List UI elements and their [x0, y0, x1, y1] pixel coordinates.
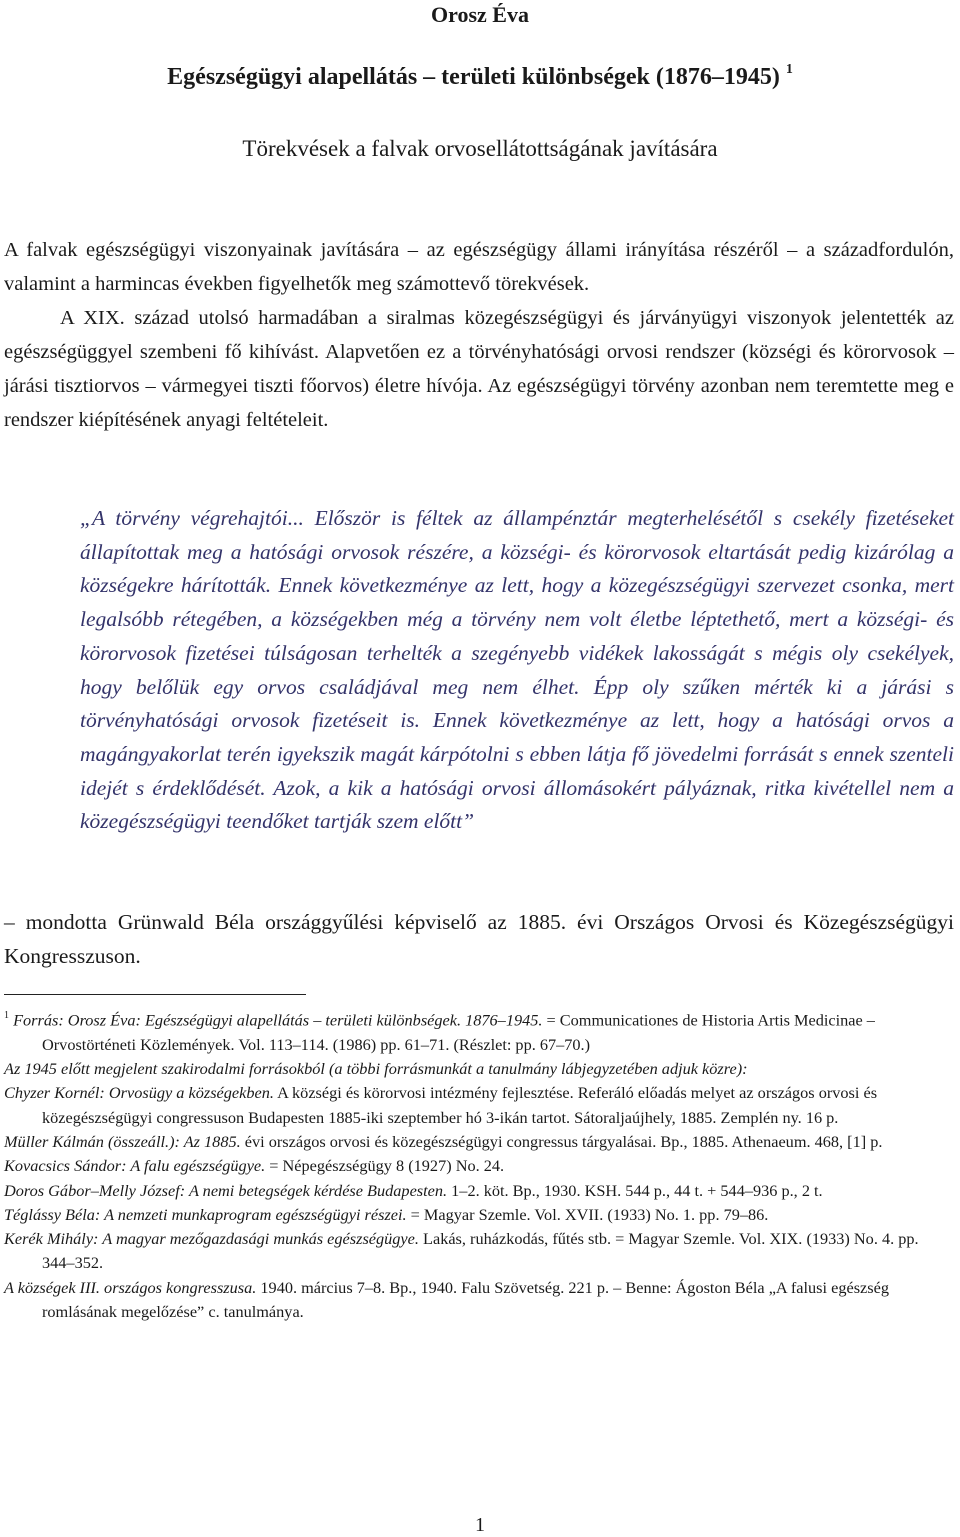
reference-item	[4, 1276, 954, 1325]
reference-item	[4, 1179, 954, 1203]
reference-item	[4, 1081, 954, 1130]
reference-label: Doros Gábor–Melly József: A nemi betegségek kérdése Budapesten.	[4, 1180, 448, 1200]
document-title	[0, 64, 960, 91]
reference-label: Chyzer Kornél: Orvosügy a községekben.	[4, 1083, 274, 1103]
body-paragraph	[4, 233, 954, 437]
reference-label: Téglássy Béla: A nemzeti munkaprogram egészségügyi részei.	[4, 1204, 407, 1224]
footnote-separator	[4, 994, 306, 995]
reference-text: 1940. március 7–8. Bp., 1940. Falu Szövetség. 221 p. – Benne: Ágoston Béla „A falusi egészség romlásának megelőzése” c. tanulmánya.	[42, 1277, 889, 1321]
reference-text: = Népegészségügy 8 (1927) No. 24.	[265, 1156, 505, 1176]
paragraph-1: A falvak egészségügyi viszonyainak javítására – az egészségügy állami irányítása részéről – a századfordulón, valamint a harmincas években figyelhetők meg számottevő törekvések.	[4, 239, 954, 295]
author-name: Orosz Éva	[431, 2, 529, 27]
quote-attribution: – mondotta Grünwald Béla országgyűlési képviselő az 1885. évi Országos Orvosi és Közegészségügyi Kongresszuson.	[4, 910, 954, 968]
reference-item	[4, 1203, 954, 1227]
reference-text: 1–2. köt. Bp., 1930. KSH. 544 p., 44 t. + 544–936 p., 2 t.	[447, 1180, 823, 1200]
footnote-intro: Az 1945 előtt megjelent szakirodalmi forrásokból (a többi forrásmunkát a tanulmány lábjegyzetében adjuk közre):	[4, 1059, 748, 1079]
paragraph-2: A XIX. század utolsó harmadában a siralmas közegészségügyi és járványügyi viszonyok jelentették az egészségüggyel szembeni fő kihívást. Alapvetően ez a törvényhatósági orvosi rendszer (községi és körorvosok – járási tisztiorvos – vármegyei tiszti főorvos) életre hívója. Az egészségügyi törvény azonban nem teremtette meg e rendszer kiépítésének anyagi feltételeit.	[4, 307, 954, 431]
reference-text: = Magyar Szemle. Vol. XVII. (1933) No. 1. pp. 79–86.	[406, 1204, 769, 1224]
reference-item	[4, 1130, 954, 1154]
footnote-mark: 1	[4, 1010, 9, 1021]
footnote-text: = Communicationes de Historia Artis Medicinae – Orvostörténeti Közlemények. Vol. 113–114. (1986) pp. 61–71. (Részlet: pp. 67–70.)	[42, 1010, 875, 1054]
reference-text: Lakás, ruházkodás, fűtés stb. = Magyar Szemle. Vol. XIX. (1933) No. 4. pp. 344–352.	[42, 1229, 919, 1273]
footnote-label: Forrás: Orosz Éva: Egészségügyi alapellátás – területi különbségek. 1876–1945.	[13, 1010, 543, 1030]
reference-text: A községi és körorvosi intézmény fejlesztése. Referáló előadás melyet az országos orvosi és közegészségügyi congressuson Budapesten 1885-iki szeptember hó 3-ikán tartot. Sátoraljaújhely, 1885. Zemplén ny. 16 p.	[42, 1083, 878, 1127]
reference-text: évi országos orvosi és közegészségügyi congressus tárgyalásai. Bp., 1885. Athenaeum. 468, [1] p.	[240, 1131, 883, 1151]
reference-label: Müller Kálmán (összeáll.): Az 1885.	[4, 1131, 241, 1151]
reference-label: Kerék Mihály: A magyar mezőgazdasági munkás egészségügye.	[4, 1229, 419, 1249]
reference-label: Kovacsics Sándor: A falu egészségügye.	[4, 1156, 266, 1176]
page-number: 1	[475, 1514, 485, 1536]
title-text: Egészségügyi alapellátás – területi különbségek (1876–1945)	[167, 64, 780, 90]
reference-label: A községek III. országos kongresszusa.	[4, 1277, 257, 1297]
section-subtitle: Törekvések a falvak orvosellátottságának javítására	[242, 136, 718, 161]
reference-item	[4, 1154, 954, 1178]
footnotes	[4, 1005, 954, 1324]
title-footnote-mark[interactable]: 1	[785, 62, 793, 77]
reference-item	[4, 1227, 954, 1276]
footnote-1	[4, 1005, 954, 1057]
block-quote: „A törvény végrehajtói... Először is féltek az állampénztár megterhelésétől s csekély fizetéseket állapítottak meg a hatósági orvosok részére, a községi- és körorvosok eltartását pedig kizárólag a községekre hárították. Ennek következménye az lett, hogy a közegészségügyi szervezet csonka, mert legalsóbb rétegében, a községekben még a törvény nem volt életbe léptethető, mert a községi- és körorvosok fizetései túlságosan terhelték a szegényebb vidékek lakosságát s mégis oly csekélyek, hogy belőlük egy orvos családjával meg nem élhet. Épp oly szűken mérték ki a járási s törvényhatósági orvosok fizetéseit is. Ennek következménye az lett, hogy a hatósági orvos a magángyakorlat terén igyekszik magát kárpótolni s ebben látja fő jövedelmi forrását s ennek szenteli idejét s érdeklődését. Azok, a kik a hatósági orvosi állomásokért pályáznak, ritka kivétellel nem a közegészségügyi teendőket tartják szem előtt”	[80, 506, 954, 834]
